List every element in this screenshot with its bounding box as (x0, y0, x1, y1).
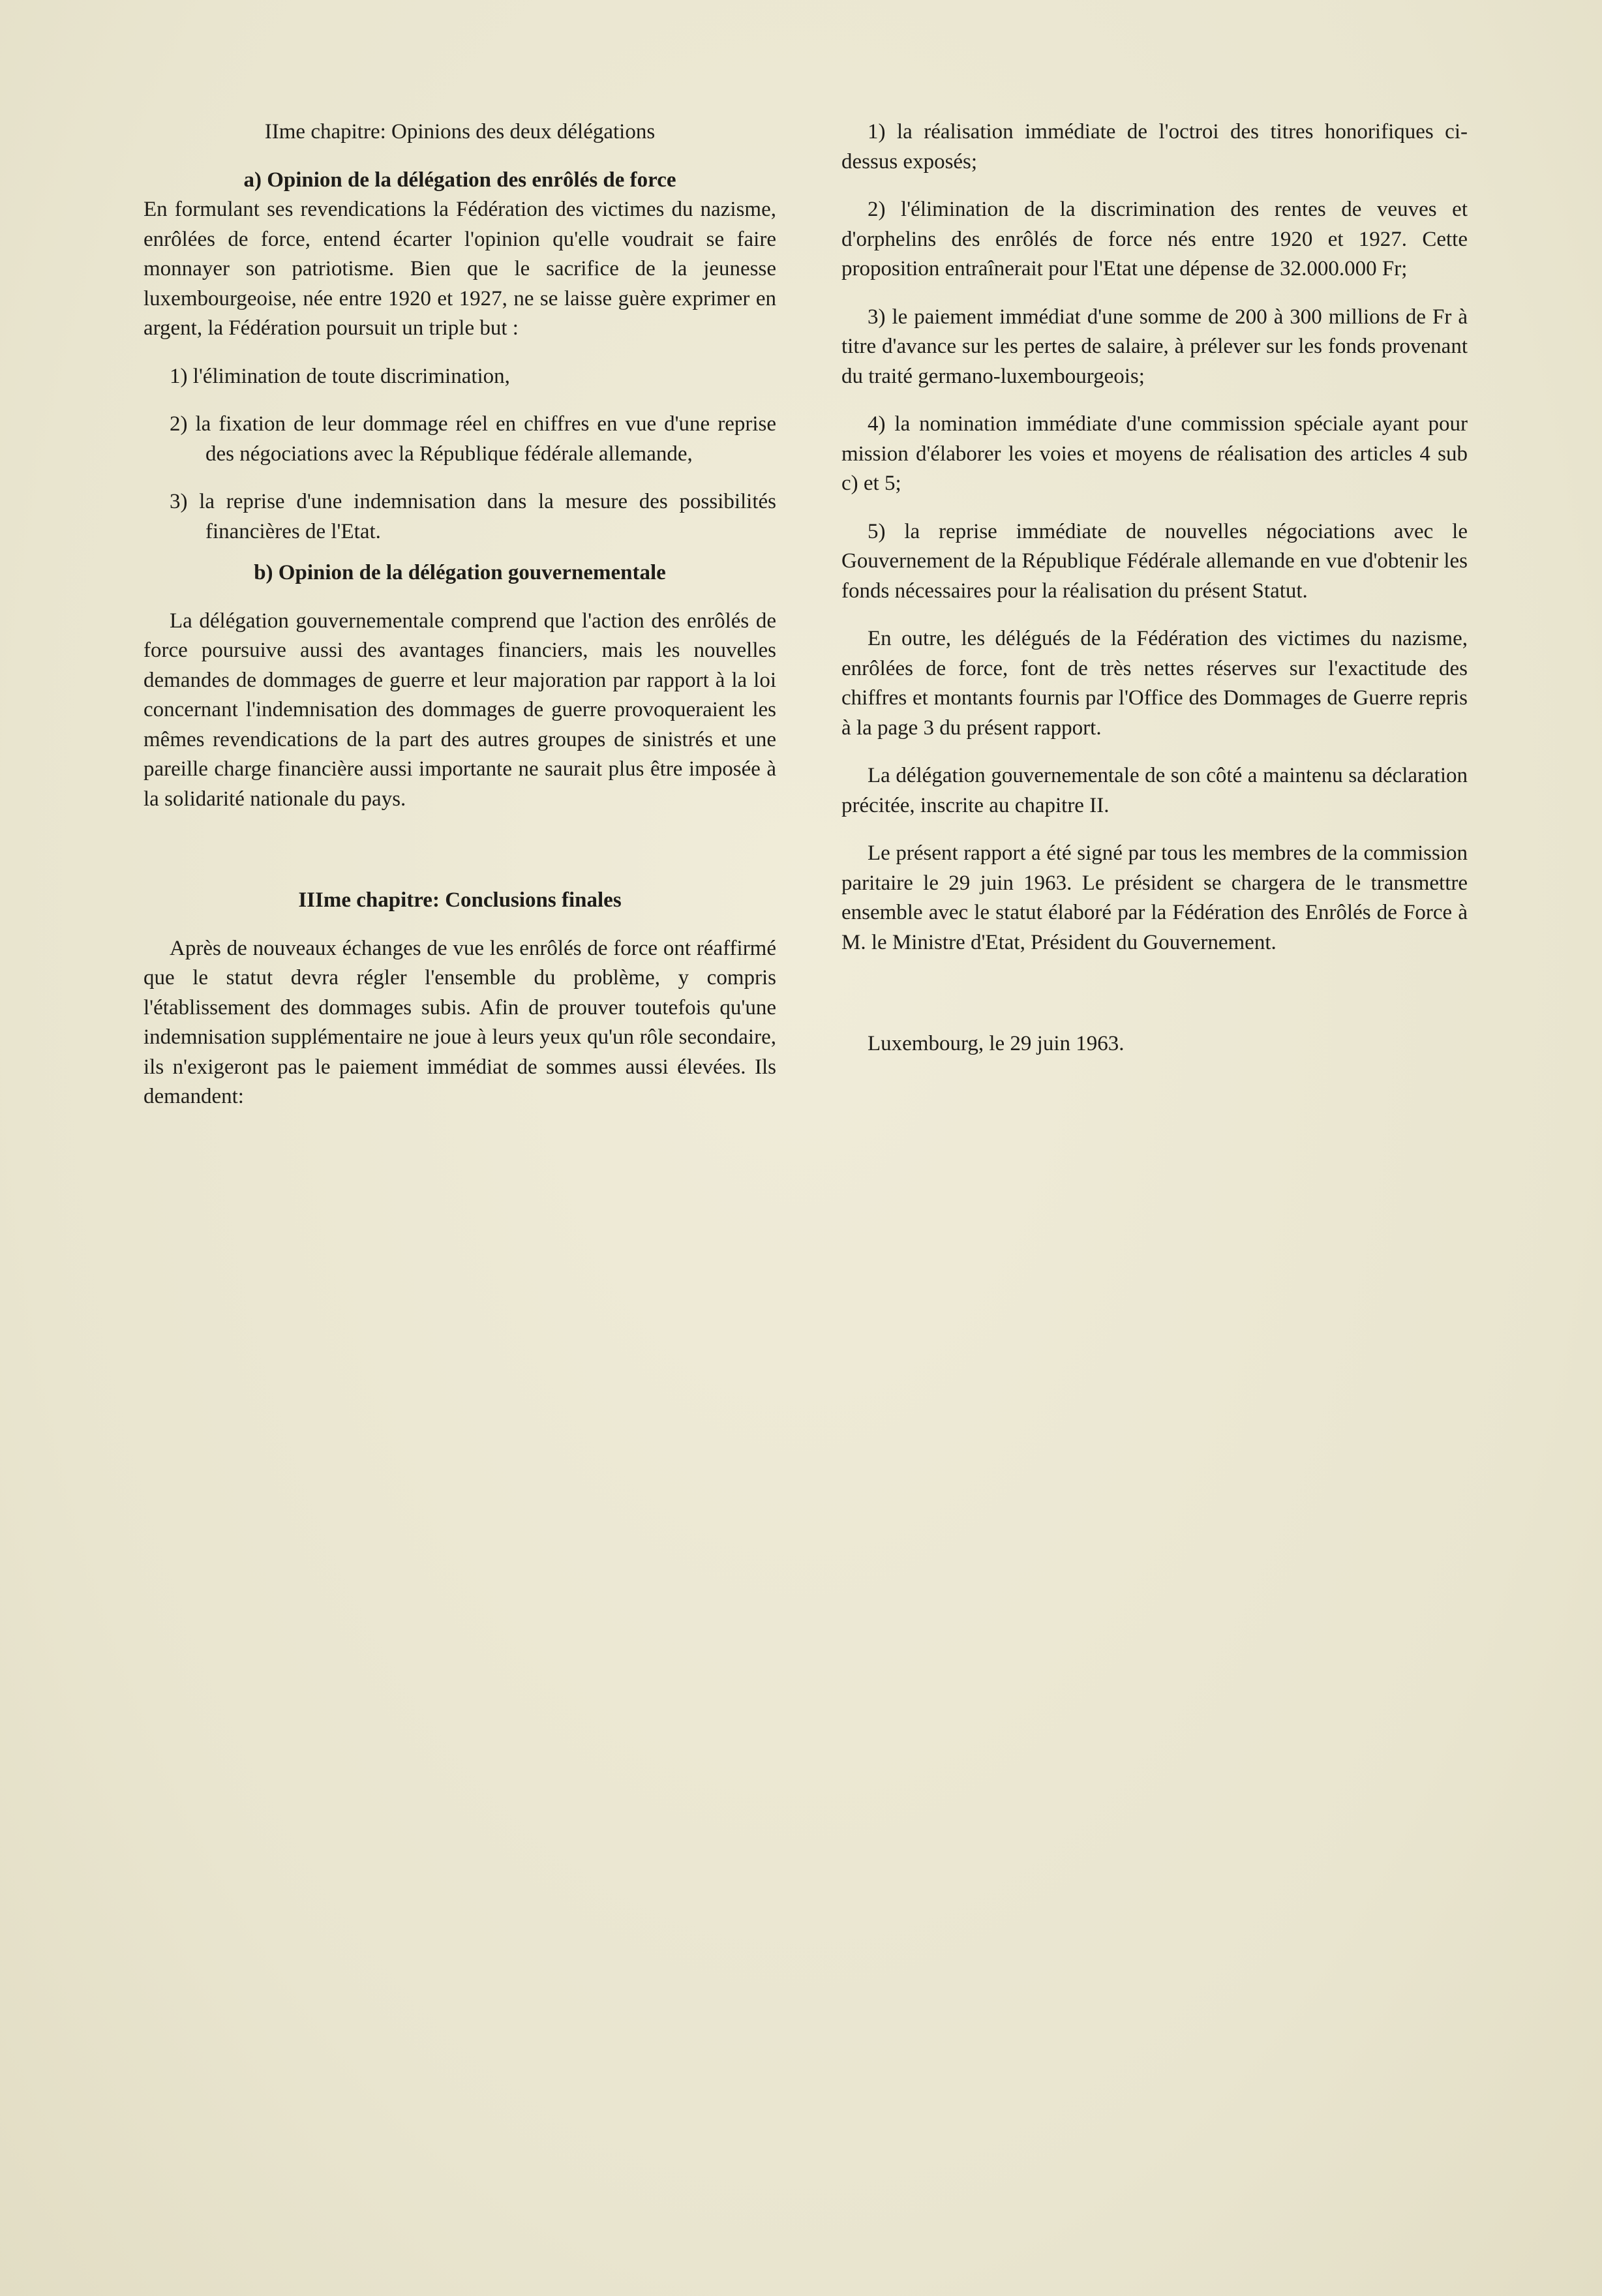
demand-item-1: 1) la réalisation immédiate de l'octroi des titres honorifiques ci-dessus exposés; (841, 120, 1468, 174)
signature-paragraph: Le présent rapport a été signé par tous les membres de la commission paritaire le 29 juin 1963. Le président se chargera de le transmettre ensemble avec le statut élaboré par la Fédération des Enrôlés de Force à M. le Ministre d'Etat, Président du Gouvernement. (841, 841, 1468, 954)
chapter-3-paragraph: Après de nouveaux échanges de vue les enrôlés de force ont réaffirmé que le statut devra régler l'ensemble du problème, y compris l'établissement des dommages subis. Afin de prouver toutefois qu'une indemnisation supplémentaire ne joue à leurs yeux qu'un rôle secondaire, ils n'exigeront pas le paiement immédiat de sommes aussi élevées. Ils demandent: (144, 936, 776, 1108)
chapter-3-title: IIIme chapitre: Conclusions finales (298, 888, 622, 912)
section-a-item-1: 1) l'élimination de toute discrimination, (170, 364, 510, 388)
chapter-2-title: IIme chapitre: Opinions des deux délégations (264, 120, 656, 144)
closing-date-line: Luxembourg, le 29 juin 1963. (868, 1032, 1125, 1055)
section-a-item-2: 2) la fixation de leur dommage réel en chiffres en vue d'une reprise des négociations avec la République fédérale allemande, (170, 412, 776, 466)
section-a-item-3: 3) la reprise d'une indemnisation dans la mesure des possibilités financières de l'Etat. (170, 490, 776, 543)
left-column (144, 117, 776, 1112)
government-paragraph: La délégation gouvernementale de son côté a maintenu sa déclaration précitée, inscrite au chapitre II. (841, 764, 1468, 817)
demand-item-2: 2) l'élimination de la discrimination des rentes de veuves et d'orphelins des enrôlés de force nés entre 1920 et 1927. Cette proposition entraînerait pour l'Etat une dépense de 32.000.000 Fr; (841, 198, 1468, 280)
section-a-title: a) Opinion de la délégation des enrôlés de force (243, 168, 676, 192)
demand-item-5: 5) la reprise immédiate de nouvelles négociations avec le Gouvernement de la République Fédérale allemande en vue d'obtenir les fonds nécessaires pour la réalisation du présent Statut. (841, 519, 1468, 603)
section-a-paragraph: En formulant ses revendications la Fédération des victimes du nazisme, enrôlées de force, entend écarter l'opinion qu'elle voudrait se faire monnayer son patriotisme. Bien que le sacrifice de la jeunesse luxembourgeoise, née entre 1920 et 1927, ne se laisse guère exprimer en argent, la Fédération poursuit un triple but : (144, 198, 776, 340)
section-b-title: b) Opinion de la délégation gouvernementale (254, 561, 666, 584)
demand-item-4: 4) la nomination immédiate d'une commission spéciale ayant pour mission d'élaborer les voies et moyens de réalisation des articles 4 sub c) et 5; (841, 412, 1468, 495)
reserves-paragraph: En outre, les délégués de la Fédération des victimes du nazisme, enrôlées de force, font de très nettes réserves sur l'exactitude des chiffres et montants fournis par l'Office des Dommages de Guerre repris à la page 3 du présent rapport. (841, 627, 1468, 740)
right-column (841, 117, 1468, 1059)
demand-item-3: 3) le paiement immédiat d'une somme de 200 à 300 millions de Fr à titre d'avance sur les pertes de salaire, à prélever sur les fonds provenant du traité germano-luxembourgeois; (841, 305, 1468, 388)
section-b-paragraph: La délégation gouvernementale comprend que l'action des enrôlés de force poursuive aussi des avantages financiers, mais les nouvelles demandes de dommages de guerre et leur majoration par rapport à la loi concernant l'indemnisation des dommages de guerre provoqueraient les mêmes revendications de la part des autres groupes de sinistrés et une pareille charge financière aussi importante ne saurait plus être imposée à la solidarité nationale du pays. (144, 609, 776, 811)
